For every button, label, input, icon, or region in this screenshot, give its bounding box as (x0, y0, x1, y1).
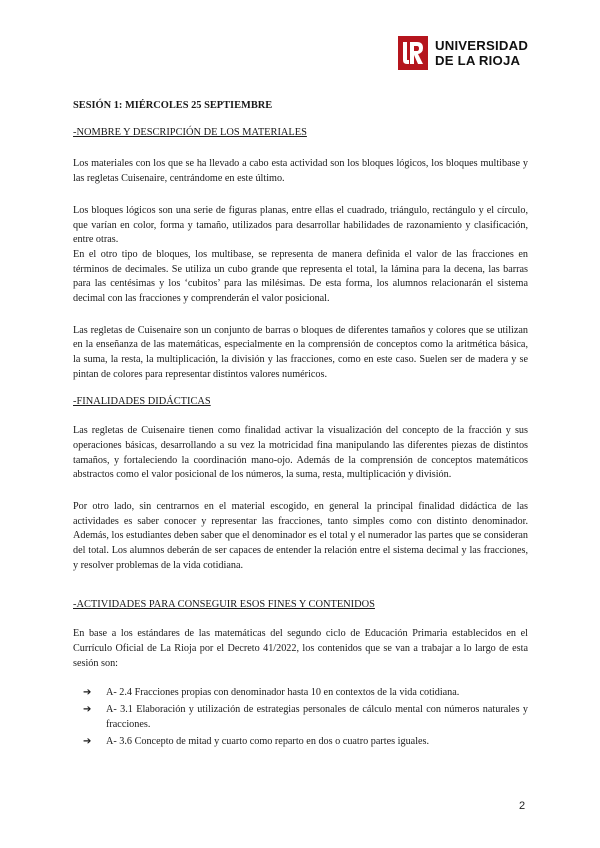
arrow-bullet-icon: ➔ (83, 735, 92, 747)
logo-line-1: UNIVERSIDAD (435, 38, 529, 53)
list-item-text: A- 2.4 Fracciones propias con denominador hasta 10 en contextos de la vida cotidiana. (106, 687, 460, 699)
university-logo (398, 36, 528, 70)
paragraph: En base a los estándares de las matemáticas del segundo ciclo de Educación Primaria establecidos en el Currículo Oficial de La Rioja por el Decreto 41/2022, los contenidos que se van a trabajar a lo largo de esta sesión son: (73, 628, 528, 669)
section-heading-activities: -ACTIVIDADES PARA CONSEGUIR ESOS FINES Y CONTENIDOS (73, 598, 375, 610)
list-item (83, 735, 528, 750)
page-number: 2 (519, 800, 526, 812)
paragraph: Por otro lado, sin centrarnos en el material escogido, en general la principal finalidad didáctica de las actividades es saber conocer y representar las fracciones, tanto simples como con distinto denominador. Además, los estudiantes deben saber que el denominador es el total y el numerador las partes que se consideran del total. Los alumnos deberán de ser capaces de entender la relación entre el sistema decimal y las fracciones, y resolver problemas de la vida cotidiana. (73, 501, 528, 571)
section-heading-purposes: -FINALIDADES DIDÁCTICAS (73, 395, 211, 407)
logo-line-2: DE LA RIOJA (435, 53, 521, 68)
list-item-text: A- 3.1 Elaboración y utilización de estrategias personales de cálculo mental con números naturales y fracciones. (106, 704, 528, 730)
contents-list (73, 686, 528, 749)
arrow-bullet-icon: ➔ (83, 687, 92, 699)
section-heading-materials: -NOMBRE Y DESCRIPCIÓN DE LOS MATERIALES (73, 126, 307, 138)
paragraph: Las regletas de Cuisenaire tienen como finalidad activar la visualización del concepto de la fracción y sus operaciones básicas, desarrollando a su vez la motricidad fina manipulando las diferentes piezas de distintos tamaños, y fortaleciendo la coordinación mano-ojo. Además de la comprensión de conceptos matemáticos abstractos como el valor posicional de los números, la suma, resta, multiplicación y división. (73, 425, 528, 481)
paragraph: Los bloques lógicos son una serie de figuras planas, entre ellas el cuadrado, triángulo, rectángulo y el círculo, que varían en color, forma y tamaño, utilizados para desarrollar habilidades de razonamiento y clasificación, entre otras. (73, 204, 528, 246)
university-name (435, 38, 528, 68)
paragraph: Las regletas de Cuisenaire son un conjunto de barras o bloques de diferentes tamaños y colores que se utilizan en la enseñanza de las matemáticas, especialmente en la comprensión de conceptos como la aritmética básica, la suma, la resta, la multiplicación, la división y las fracciones, como en este caso. Suelen ser de madera y se pintan de colores para representar distintos valores numéricos. (73, 324, 528, 380)
list-item (83, 686, 528, 701)
arrow-bullet-icon: ➔ (83, 704, 92, 716)
university-emblem-icon (398, 36, 428, 70)
list-item-text: A- 3.6 Concepto de mitad y cuarto como reparto en dos o cuatro partes iguales. (106, 735, 430, 747)
document-body (73, 99, 528, 751)
session-title: SESIÓN 1: MIÉRCOLES 25 SEPTIEMBRE (73, 100, 273, 111)
paragraph: En el otro tipo de bloques, los multibase, se representa de manera definida el valor de las fracciones en términos de decimales. Se utiliza un cubo grande que representa el total, la lámina para la decena, las barras para las centésimas y los ‘cubitos’ para las milésimas. De esta forma, los alumnos relacionarán el sistema decimal con las fracciones y comprenderán el valor posicional. (73, 248, 528, 305)
paragraph: Los materiales con los que se ha llevado a cabo esta actividad son los bloques lógicos, los bloques multibase y las regletas Cuisenaire, centrándome en este último. (73, 158, 528, 185)
list-item (83, 703, 528, 732)
